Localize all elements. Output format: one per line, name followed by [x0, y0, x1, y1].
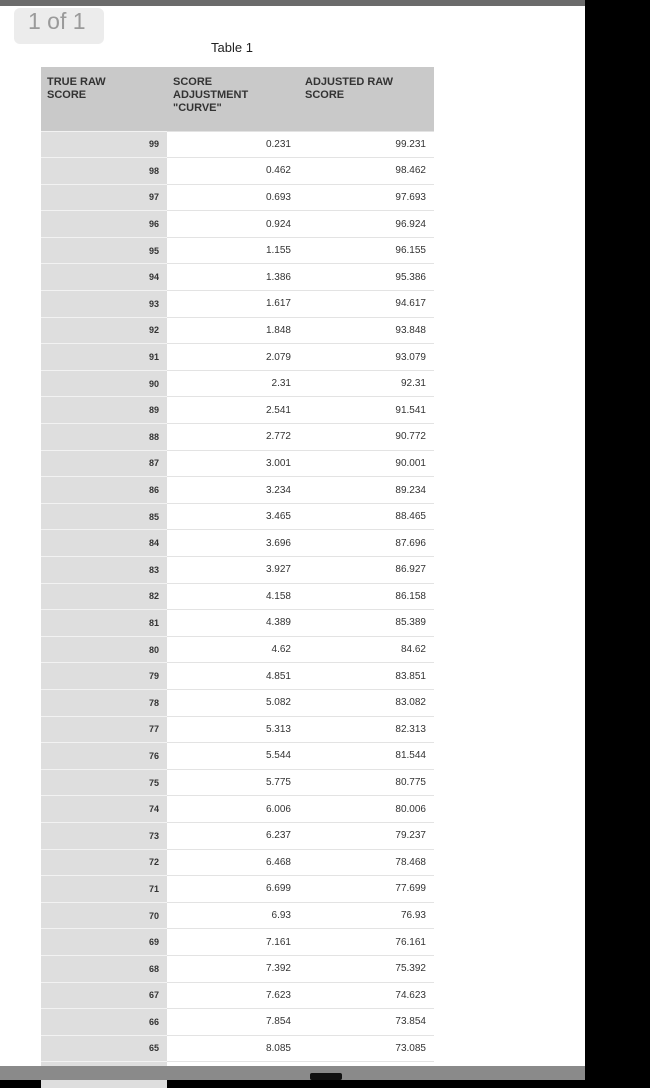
table-row — [41, 450, 434, 477]
score-adjustment-cell: 6.237 — [167, 822, 299, 849]
score-adjustment-cell: 4.62 — [167, 636, 299, 663]
score-adjustment-cell: 5.082 — [167, 689, 299, 716]
score-adjustment-cell: 2.772 — [167, 424, 299, 451]
score-table — [41, 67, 434, 1088]
true-raw-score-cell: 96 — [41, 211, 167, 238]
score-adjustment-cell: 6.93 — [167, 902, 299, 929]
score-adjustment-cell: 4.158 — [167, 583, 299, 610]
score-adjustment-cell: 4.389 — [167, 610, 299, 637]
table-row — [41, 317, 434, 344]
adjusted-raw-score-cell: 86.158 — [299, 583, 434, 610]
true-raw-score-cell: 84 — [41, 530, 167, 557]
score-adjustment-cell: 3.465 — [167, 503, 299, 530]
page-indicator: 1 of 1 — [14, 8, 104, 44]
score-adjustment-cell: 3.234 — [167, 477, 299, 504]
score-adjustment-cell: 5.544 — [167, 743, 299, 770]
score-adjustment-cell: 1.848 — [167, 317, 299, 344]
table-row — [41, 822, 434, 849]
column-header-true-raw-score: TRUE RAW SCORE — [41, 67, 167, 131]
table-row — [41, 291, 434, 318]
score-adjustment-cell: 0.693 — [167, 184, 299, 211]
adjusted-raw-score-cell: 89.234 — [299, 477, 434, 504]
adjusted-raw-score-cell: 99.231 — [299, 131, 434, 158]
table-header-row — [41, 67, 434, 131]
score-adjustment-cell: 6.468 — [167, 849, 299, 876]
true-raw-score-cell: 76 — [41, 743, 167, 770]
table-row — [41, 982, 434, 1009]
table-row — [41, 1009, 434, 1036]
score-adjustment-cell: 3.696 — [167, 530, 299, 557]
true-raw-score-cell: 99 — [41, 131, 167, 158]
adjusted-raw-score-cell: 92.31 — [299, 370, 434, 397]
table-row — [41, 636, 434, 663]
table-row — [41, 796, 434, 823]
table-row — [41, 131, 434, 158]
adjusted-raw-score-cell: 80.775 — [299, 769, 434, 796]
adjusted-raw-score-cell: 83.082 — [299, 689, 434, 716]
adjusted-raw-score-cell: 93.079 — [299, 344, 434, 371]
adjusted-raw-score-cell: 73.085 — [299, 1035, 434, 1062]
table-row — [41, 689, 434, 716]
true-raw-score-cell: 95 — [41, 237, 167, 264]
table-row — [41, 769, 434, 796]
adjusted-raw-score-cell: 97.693 — [299, 184, 434, 211]
table-row — [41, 344, 434, 371]
adjusted-raw-score-cell: 78.468 — [299, 849, 434, 876]
table-row — [41, 530, 434, 557]
true-raw-score-cell: 85 — [41, 503, 167, 530]
true-raw-score-cell: 80 — [41, 636, 167, 663]
adjusted-raw-score-cell: 80.006 — [299, 796, 434, 823]
adjusted-raw-score-cell: 82.313 — [299, 716, 434, 743]
true-raw-score-cell: 93 — [41, 291, 167, 318]
column-header-score-adjustment: SCORE ADJUSTMENT "CURVE" — [167, 67, 299, 131]
score-adjustment-cell: 0.462 — [167, 158, 299, 185]
column-header-adjusted-raw-score: ADJUSTED RAW SCORE — [299, 67, 434, 131]
table-row — [41, 211, 434, 238]
adjusted-raw-score-cell: 76.161 — [299, 929, 434, 956]
adjusted-raw-score-cell: 77.699 — [299, 876, 434, 903]
table-row — [41, 663, 434, 690]
true-raw-score-cell: 77 — [41, 716, 167, 743]
table-row — [41, 902, 434, 929]
table-row — [41, 264, 434, 291]
true-raw-score-cell: 91 — [41, 344, 167, 371]
scroll-handle[interactable] — [310, 1073, 342, 1080]
adjusted-raw-score-cell: 96.924 — [299, 211, 434, 238]
adjusted-raw-score-cell: 76.93 — [299, 902, 434, 929]
true-raw-score-cell: 67 — [41, 982, 167, 1009]
true-raw-score-cell: 65 — [41, 1035, 167, 1062]
table-row — [41, 610, 434, 637]
adjusted-raw-score-cell: 90.001 — [299, 450, 434, 477]
score-adjustment-cell: 3.001 — [167, 450, 299, 477]
document-page[interactable] — [0, 6, 585, 1066]
true-raw-score-cell: 72 — [41, 849, 167, 876]
adjusted-raw-score-cell: 95.386 — [299, 264, 434, 291]
table-row — [41, 583, 434, 610]
adjusted-raw-score-cell: 87.696 — [299, 530, 434, 557]
adjusted-raw-score-cell: 79.237 — [299, 822, 434, 849]
adjusted-raw-score-cell: 73.854 — [299, 1009, 434, 1036]
true-raw-score-cell: 88 — [41, 424, 167, 451]
table-row — [41, 158, 434, 185]
adjusted-raw-score-cell: 94.617 — [299, 291, 434, 318]
adjusted-raw-score-cell: 81.544 — [299, 743, 434, 770]
true-raw-score-cell: 92 — [41, 317, 167, 344]
true-raw-score-cell: 66 — [41, 1009, 167, 1036]
table-row — [41, 503, 434, 530]
adjusted-raw-score-cell: 74.623 — [299, 982, 434, 1009]
adjusted-raw-score-cell: 93.848 — [299, 317, 434, 344]
adjusted-raw-score-cell: 98.462 — [299, 158, 434, 185]
adjusted-raw-score-cell: 96.155 — [299, 237, 434, 264]
table-body — [41, 131, 434, 1088]
score-adjustment-cell: 7.854 — [167, 1009, 299, 1036]
true-raw-score-cell: 70 — [41, 902, 167, 929]
true-raw-score-cell: 69 — [41, 929, 167, 956]
score-adjustment-cell: 2.541 — [167, 397, 299, 424]
table-row — [41, 876, 434, 903]
table-row — [41, 184, 434, 211]
true-raw-score-cell: 90 — [41, 370, 167, 397]
score-adjustment-cell: 8.085 — [167, 1035, 299, 1062]
true-raw-score-cell: 94 — [41, 264, 167, 291]
true-raw-score-cell: 74 — [41, 796, 167, 823]
table-row — [41, 955, 434, 982]
score-adjustment-cell: 3.927 — [167, 557, 299, 584]
table-row — [41, 849, 434, 876]
score-adjustment-cell: 0.231 — [167, 131, 299, 158]
score-adjustment-cell: 7.623 — [167, 982, 299, 1009]
score-adjustment-cell: 6.699 — [167, 876, 299, 903]
true-raw-score-cell: 86 — [41, 477, 167, 504]
table-row — [41, 743, 434, 770]
score-adjustment-cell: 4.851 — [167, 663, 299, 690]
true-raw-score-cell: 73 — [41, 822, 167, 849]
table-row — [41, 237, 434, 264]
score-adjustment-cell: 1.386 — [167, 264, 299, 291]
adjusted-raw-score-cell: 91.541 — [299, 397, 434, 424]
true-raw-score-cell: 97 — [41, 184, 167, 211]
score-adjustment-cell: 7.161 — [167, 929, 299, 956]
score-adjustment-cell: 0.924 — [167, 211, 299, 238]
table-row — [41, 929, 434, 956]
score-adjustment-cell: 5.313 — [167, 716, 299, 743]
score-adjustment-cell: 7.392 — [167, 955, 299, 982]
adjusted-raw-score-cell: 88.465 — [299, 503, 434, 530]
true-raw-score-cell: 71 — [41, 876, 167, 903]
table-row — [41, 477, 434, 504]
adjusted-raw-score-cell: 86.927 — [299, 557, 434, 584]
table-row — [41, 1035, 434, 1062]
adjusted-raw-score-cell: 85.389 — [299, 610, 434, 637]
score-adjustment-cell: 1.617 — [167, 291, 299, 318]
score-adjustment-cell: 2.31 — [167, 370, 299, 397]
score-adjustment-cell: 6.006 — [167, 796, 299, 823]
table-row — [41, 370, 434, 397]
adjusted-raw-score-cell: 83.851 — [299, 663, 434, 690]
true-raw-score-cell: 75 — [41, 769, 167, 796]
score-adjustment-cell: 1.155 — [167, 237, 299, 264]
score-adjustment-cell: 5.775 — [167, 769, 299, 796]
table-row — [41, 397, 434, 424]
table-row — [41, 424, 434, 451]
score-adjustment-cell: 2.079 — [167, 344, 299, 371]
adjusted-raw-score-cell: 75.392 — [299, 955, 434, 982]
true-raw-score-cell: 78 — [41, 689, 167, 716]
true-raw-score-cell: 79 — [41, 663, 167, 690]
table-row — [41, 557, 434, 584]
true-raw-score-cell: 89 — [41, 397, 167, 424]
true-raw-score-cell: 87 — [41, 450, 167, 477]
true-raw-score-cell: 81 — [41, 610, 167, 637]
adjusted-raw-score-cell: 90.772 — [299, 424, 434, 451]
true-raw-score-cell: 83 — [41, 557, 167, 584]
true-raw-score-cell: 98 — [41, 158, 167, 185]
table-row — [41, 716, 434, 743]
true-raw-score-cell: 68 — [41, 955, 167, 982]
viewer-bottom-bar — [0, 1066, 585, 1080]
adjusted-raw-score-cell: 84.62 — [299, 636, 434, 663]
true-raw-score-cell: 82 — [41, 583, 167, 610]
table-title: Table 1 — [211, 40, 253, 55]
